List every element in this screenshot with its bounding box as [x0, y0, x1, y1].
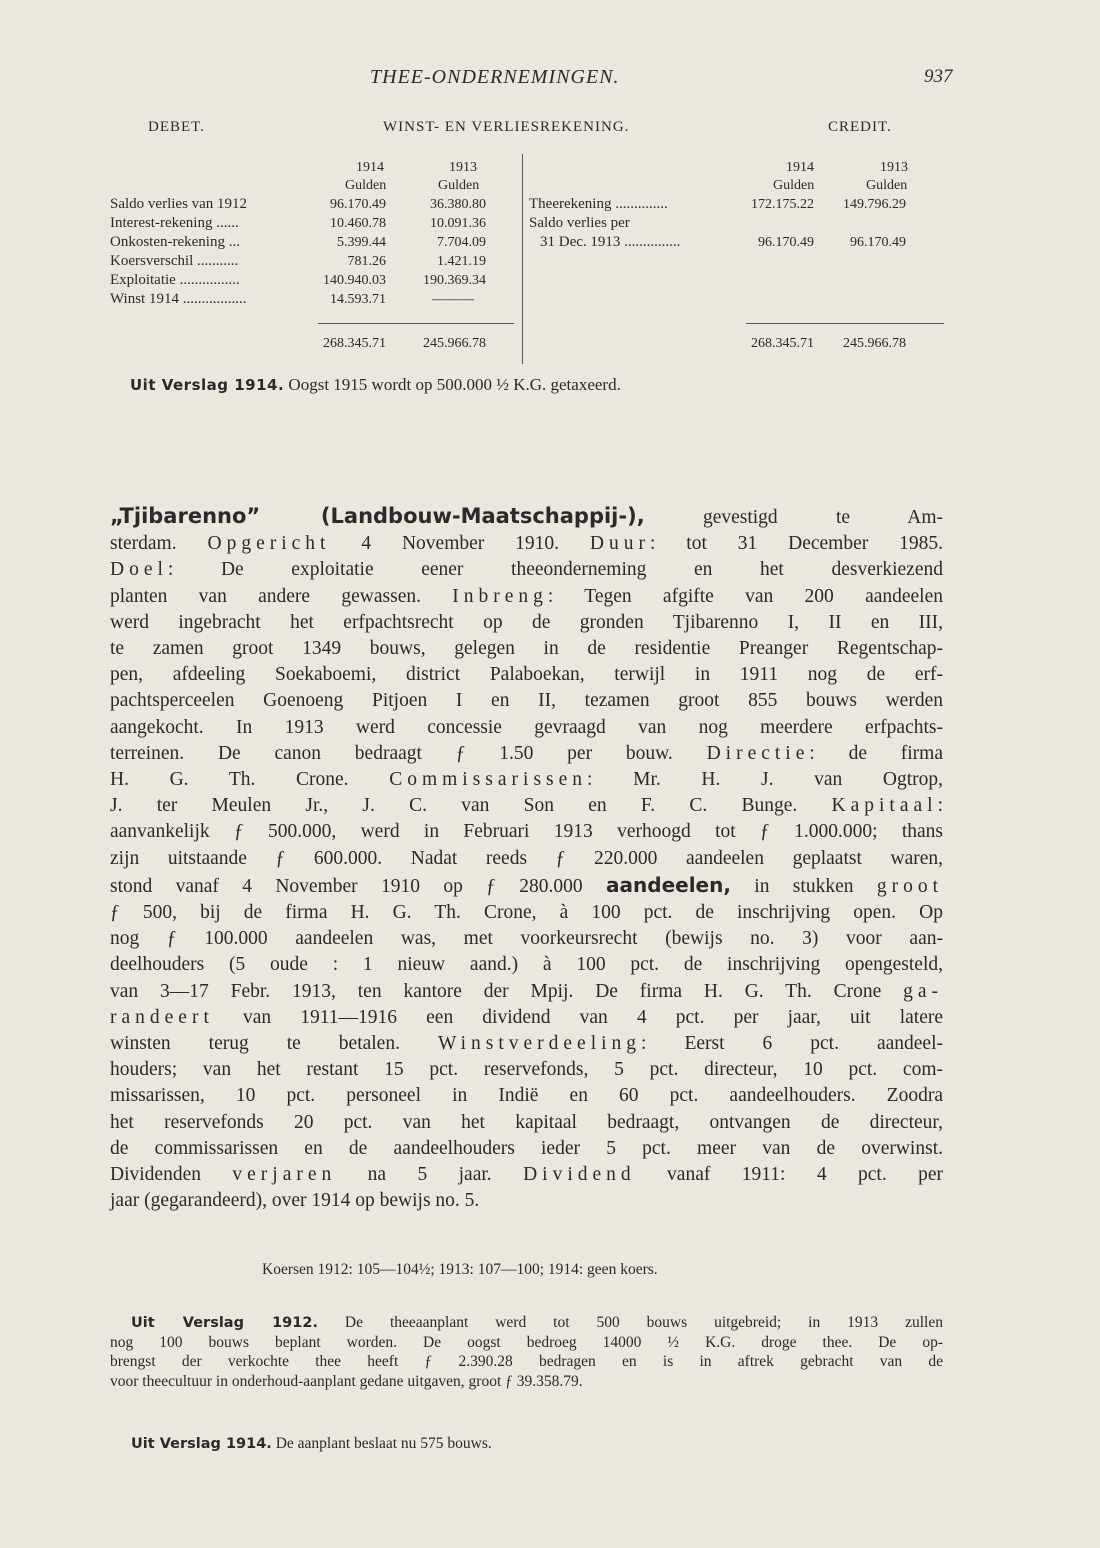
- text-line: H. G. Th. Crone. Commissarissen: Mr. H. J. van Ogtrop,: [110, 769, 943, 791]
- text-line: randeert van 1911—1916 een dividend van 4 pct. per jaar, uit latere: [110, 1006, 943, 1028]
- koersen-line: Koersen 1912: 105—104½; 1913: 107—100; 1914: geen koers.: [262, 1261, 658, 1278]
- field-label-doel: Doel: [110, 559, 168, 581]
- credit-year-1913: 1913: [880, 160, 908, 175]
- debet-row-1914: 96.170.49: [330, 197, 386, 212]
- text-line: deelhouders (5 oude : 1 nieuw aand.) à 100 pct. de inschrijving opengesteld,: [110, 954, 943, 976]
- verslag-label: Uit Verslag 1914.: [130, 376, 285, 394]
- debet-currency-1914: Gulden: [345, 178, 387, 193]
- field-label-kapitaal: Kapitaal: [831, 795, 938, 817]
- text-line: te zamen groot 1349 bouws, gelegen in de residentie Preanger Regentschap-: [110, 638, 943, 660]
- text-line: sterdam. Opgericht 4 November 1910. Duur: tot 31 December 1985.: [110, 533, 943, 555]
- text-line: voor theecultuur in onderhoud-aanplant gedane uitgaven, groot ƒ 39.358.79.: [110, 1372, 583, 1390]
- text-line: pachtsperceelen Goenoeng Pitjoen I en II, tezamen groot 855 bouws werden: [110, 690, 943, 712]
- credit-currency-1913: Gulden: [866, 178, 908, 193]
- text-line: pen, afdeeling Soekaboemi, district Palaboekan, terwijl in 1911 nog de erf-: [110, 664, 943, 686]
- credit-row-1914: 96.170.49: [758, 235, 814, 250]
- debet-row-1913: ———: [432, 292, 474, 307]
- debet-row-1914: 10.460.78: [330, 216, 386, 231]
- debet-row-label: Onkosten-rekening ...: [110, 234, 240, 250]
- debet-row-1914: 5.399.44: [337, 235, 386, 250]
- debet-label: DEBET.: [148, 119, 205, 135]
- verslag-1912-note: [110, 1313, 943, 1391]
- verslag-1914-aanplant: Uit Verslag 1914. De aanplant beslaat nu 575 bouws.: [131, 1435, 492, 1452]
- debet-row-1913: 7.704.09: [437, 235, 486, 250]
- credit-row-1914: 172.175.22: [751, 197, 814, 212]
- verslag-label: Uit Verslag 1912.: [131, 1315, 318, 1331]
- text-line: stond vanaf 4 November 1910 op ƒ 280.000 aandeelen, in stukken groot: [110, 872, 943, 897]
- credit-row-label: Saldo verlies per: [529, 215, 630, 231]
- credit-label: CREDIT.: [828, 119, 892, 135]
- debet-row-1913: 36.380.80: [430, 197, 486, 212]
- verslag-label: Uit Verslag 1914.: [131, 1436, 272, 1452]
- text-line: werd ingebracht het erfpachtsrecht op de gronden Tjibarenno I, II en III,: [110, 611, 943, 633]
- company-name: „Tjibarenno” (Landbouw-Maatschappij-),: [110, 504, 645, 528]
- text-line: het reservefonds 20 pct. van het kapitaal bedraagt, ontvangen de directeur,: [110, 1111, 943, 1133]
- field-label-duur: Duur: [589, 533, 650, 555]
- debet-row-label: Interest-rekening ......: [110, 215, 239, 231]
- text-line: houders; van het restant 15 pct. reservefonds, 5 pct. directeur, 10 pct. com-: [110, 1059, 943, 1081]
- credit-row-label: 31 Dec. 1913 ...............: [540, 234, 681, 250]
- text-line: nog ƒ 100.000 aandeelen was, met voorkeursrecht (bewijs no. 3) voor aan-: [110, 928, 943, 950]
- text-line: ƒ 500, bij de firma H. G. Th. Crone, à 100 pct. de inschrijving open. Op: [110, 902, 943, 924]
- debet-row-1913: 1.421.19: [437, 254, 486, 269]
- verslag-1914-note: [130, 375, 621, 395]
- text-line: de commissarissen en de aandeelhouders ieder 5 pct. meer van de overwinst.: [110, 1137, 943, 1159]
- text-line: aanvankelijk ƒ 500.000, werd in Februari 1913 verhoogd tot ƒ 1.000.000; thans: [110, 821, 943, 843]
- text-line: missarissen, 10 pct. personeel in Indië en 60 pct. aandeelhouders. Zoodra: [110, 1085, 943, 1107]
- text-line: nog 100 bouws beplant worden. De oogst bedroeg 14000 ½ K.G. droge thee. De op-: [110, 1334, 943, 1352]
- debet-row-label: Koersverschil ...........: [110, 253, 239, 269]
- text-line: terreinen. De canon bedraagt ƒ 1.50 per bouw. Directie: de firma: [110, 742, 943, 764]
- text-line: brengst der verkochte thee heeft ƒ 2.390.28 bedragen en is in aftrek gebracht van de: [110, 1353, 943, 1371]
- account-title: WINST- EN VERLIESREKENING.: [383, 119, 630, 135]
- text-line: Doel: De exploitatie eener theeonderneming en het desverkiezend: [110, 559, 943, 581]
- debet-row-1913: 10.091.36: [430, 216, 486, 231]
- running-header: THEE-ONDERNEMINGEN.: [370, 66, 620, 88]
- credit-row-label: Theerekening ..............: [529, 196, 668, 212]
- account-divider: [522, 154, 523, 364]
- text-line: Uit Verslag 1912. De theeaanplant werd tot 500 bouws uitgebreid; in 1913 zullen: [131, 1314, 943, 1331]
- text-line: zijn uitstaande ƒ 600.000. Nadat reeds ƒ 220.000 aandeelen geplaatst waren,: [110, 847, 943, 869]
- field-label-commissarissen: Commissarissen: [389, 769, 588, 791]
- text-line: „Tjibarenno” (Landbouw-Maatschappij-), gevestigd te Am-: [110, 504, 943, 528]
- debet-row-1914: 14.593.71: [330, 292, 386, 307]
- credit-row-1913: 149.796.29: [843, 197, 906, 212]
- aandeelen-heading: aandeelen,: [606, 872, 731, 897]
- field-label-directie: Directie: [706, 742, 810, 764]
- text-line: Dividenden verjaren na 5 jaar. Dividend vanaf 1911: 4 pct. per: [110, 1164, 943, 1186]
- debet-row-1914: 140.940.03: [323, 273, 386, 288]
- credit-year-1914: 1914: [786, 160, 814, 175]
- debet-row-label: Exploitatie ................: [110, 272, 240, 288]
- field-label-inbreng: Inbreng: [452, 585, 548, 607]
- credit-total-1913: 245.966.78: [843, 336, 906, 351]
- debet-total-1914: 268.345.71: [323, 336, 386, 351]
- debet-year-1913: 1913: [449, 160, 477, 175]
- field-label-dividend: Dividend: [523, 1164, 636, 1186]
- debet-currency-1913: Gulden: [438, 178, 480, 193]
- company-description: [110, 503, 943, 1214]
- credit-currency-1914: Gulden: [773, 178, 815, 193]
- page-number: 937: [924, 66, 953, 87]
- credit-total-1914: 268.345.71: [751, 336, 814, 351]
- debet-row-1913: 190.369.34: [423, 273, 486, 288]
- debet-row-1914: 781.26: [347, 254, 386, 269]
- field-label-opgericht: Opgericht: [207, 533, 331, 555]
- debet-year-1914: 1914: [356, 160, 384, 175]
- credit-total-rule: [746, 323, 944, 324]
- debet-total-1913: 245.966.78: [423, 336, 486, 351]
- text-line: aangekocht. In 1913 werd concessie gevraagd van nog meerdere erfpachts-: [110, 716, 943, 738]
- debet-row-label: Saldo verlies van 1912: [110, 196, 248, 212]
- text-line: J. ter Meulen Jr., J. C. van Son en F. C. Bunge. Kapitaal:: [110, 795, 943, 817]
- debet-total-rule: [318, 323, 514, 324]
- verslag-text: Oogst 1915 wordt op 500.000 ½ K.G. getaxeerd.: [288, 375, 621, 394]
- text-line: jaar (gegarandeerd), over 1914 op bewijs no. 5.: [110, 1190, 480, 1212]
- field-label-winstverdeeling: Winstverdeeling: [437, 1033, 642, 1055]
- text-line: van 3—17 Febr. 1913, ten kantore der Mpij. De firma H. G. Th. Crone ga-: [110, 980, 943, 1002]
- debet-row-label: Winst 1914 .................: [110, 291, 247, 307]
- text-line: winsten terug te betalen. Winstverdeeling: Eerst 6 pct. aandeel-: [110, 1033, 943, 1055]
- credit-row-1913: 96.170.49: [850, 235, 906, 250]
- text-line: planten van andere gewassen. Inbreng: Tegen afgifte van 200 aandeelen: [110, 585, 944, 607]
